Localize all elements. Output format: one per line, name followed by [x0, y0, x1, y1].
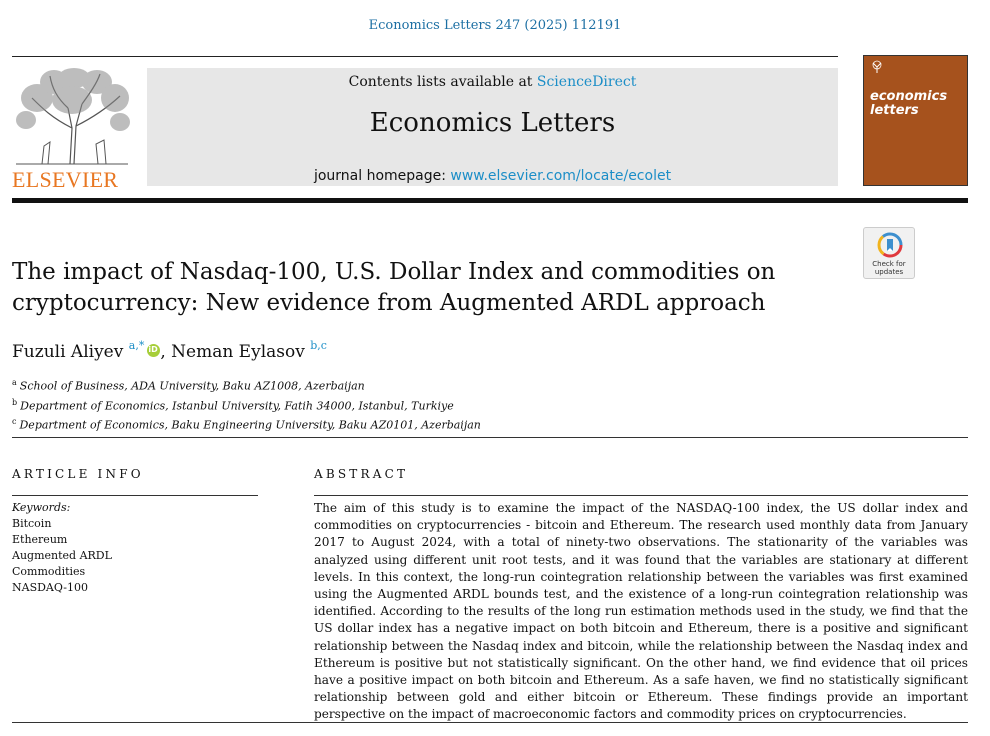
affiliation-text: School of Business, ADA University, Baku AZ1008, Azerbaijan [19, 379, 365, 393]
author-separator: , [160, 342, 172, 362]
journal-title: Economics Letters [369, 108, 616, 138]
article-title: The impact of Nasdaq-100, U.S. Dollar Index and commodities on cryptocurrency: New evidence from Augmented ARDL approach [12, 259, 776, 316]
contents-prefix: Contents lists available at [348, 74, 537, 90]
affiliation-key: a [12, 378, 17, 387]
section-divider [12, 437, 968, 438]
cover-title-line2: letters [870, 103, 919, 118]
author-list [12, 339, 327, 362]
keyword-item: Ethereum [12, 533, 68, 546]
abstract-heading: ABSTRACT [314, 467, 409, 481]
journal-cover-thumbnail[interactable] [863, 55, 968, 186]
orcid-icon[interactable]: iD [147, 344, 160, 357]
keyword-item: NASDAQ-100 [12, 581, 89, 594]
homepage-prefix: journal homepage: [313, 168, 451, 184]
keywords-label: Keywords: [12, 501, 71, 514]
author-affiliation-marker[interactable]: a,* [128, 339, 145, 352]
elsevier-small-icon [870, 60, 884, 74]
crossmark-icon [877, 232, 903, 258]
crossmark-line2: updates [874, 268, 904, 276]
header-thick-rule [12, 198, 968, 203]
journal-citation[interactable]: Economics Letters 247 (2025) 112191 [368, 18, 622, 33]
cover-title-line1: economics [870, 89, 948, 104]
affiliation-item [12, 395, 481, 415]
abstract-bottom-rule [12, 722, 968, 723]
elsevier-wordmark: ELSEVIER [12, 167, 119, 192]
crossmark-label [864, 260, 914, 276]
author-affiliation-marker[interactable]: b,c [310, 339, 327, 352]
journal-header-band [147, 68, 838, 186]
author-name[interactable]: Fuzuli Aliyev [12, 342, 124, 362]
affiliation-text: Department of Economics, Istanbul University, Fatih 34000, Istanbul, Turkiye [20, 399, 454, 413]
affiliation-item [12, 414, 481, 434]
sciencedirect-link[interactable]: ScienceDirect [536, 74, 637, 90]
elsevier-logo[interactable] [12, 68, 132, 190]
abstract-text: The aim of this study is to examine the impact of the NASDAQ-100 index, the US dollar index and commodities on cryptocurrencies - bitcoin and Ethereum. The research used monthly data from January 2017 to August 2024, with a total of ninety-two observations. The stationarity of the variables was analyzed using different unit root tests, and it was found that the variables are stationary at different levels. In this context, the long-run cointegration relationship between the variables was first examined using the Augmented ARDL bounds test, and the existence of a long-run cointegration relationship was identified. According to the results of the long run estimation methods used in the study, we find that the US dollar index has a negative impact on both bitcoin and Ethereum, there is a positive and significant relationship between the Nasdaq index and bitcoin, while the relationship between the Nasdaq index and Ethereum is positive but not statistically significant. On the other hand, we find evidence that oil prices have a positive impact on both bitcoin and Ethereum. As a safe haven, we find no statistically significant relationship between gold and either bitcoin or Ethereum. These findings provide an important perspective on the impact of macroeconomic factors and commodity prices on cryptocurrencies. [314, 501, 968, 722]
abstract-rule [314, 495, 968, 496]
journal-homepage [147, 168, 838, 184]
affiliation-item [12, 375, 481, 395]
keyword-item: Bitcoin [12, 517, 52, 530]
crossmark-line1: Check for [872, 260, 906, 268]
affiliation-list [12, 375, 481, 434]
article-info-rule [12, 495, 258, 496]
author-name[interactable]: Neman Eylasov [171, 342, 305, 362]
header-rule [12, 56, 838, 57]
elsevier-tree-icon [12, 68, 132, 166]
affiliation-key: c [12, 417, 17, 427]
keyword-item: Commodities [12, 565, 86, 578]
affiliation-key: b [12, 397, 18, 407]
cover-title [870, 90, 947, 118]
contents-availability [147, 74, 838, 90]
keyword-item: Augmented ARDL [12, 549, 112, 562]
article-info-heading: ARTICLE INFO [12, 467, 144, 481]
homepage-link[interactable]: www.elsevier.com/locate/ecolet [450, 168, 672, 184]
affiliation-text: Department of Economics, Baku Engineering University, Baku AZ0101, Azerbaijan [19, 418, 481, 432]
check-for-updates-button[interactable] [863, 227, 915, 279]
keywords-block [12, 500, 112, 596]
